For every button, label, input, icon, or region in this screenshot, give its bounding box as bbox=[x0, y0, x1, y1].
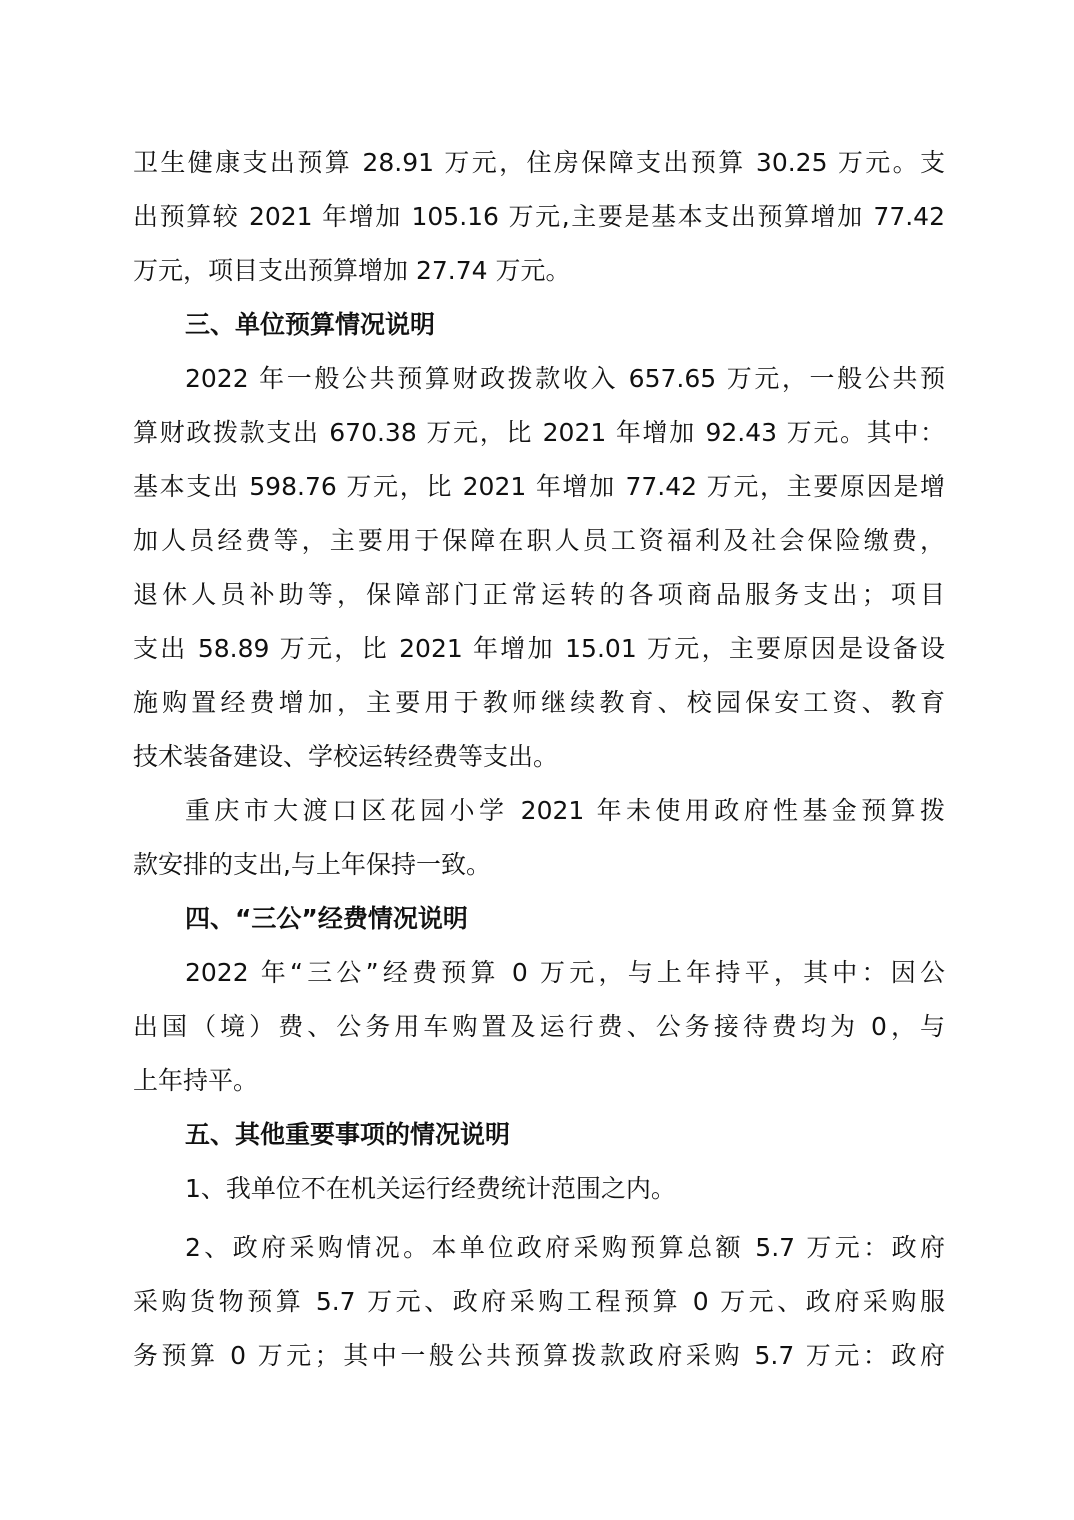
body-line: 支出 58.89 万元，比 2021 年增加 15.01 万元，主要原因是设备设 bbox=[133, 634, 945, 663]
body-line: 技术装备建设、学校运转经费等支出。 bbox=[133, 742, 559, 771]
body-line: 出国（境）费、公务用车购置及运行费、公务接待费均为 0，与 bbox=[133, 1012, 945, 1041]
body-line: 万元，项目支出预算增加 27.74 万元。 bbox=[133, 256, 571, 285]
document-page bbox=[133, 136, 945, 1383]
body-line: 重庆市大渡口区花园小学 2021 年未使用政府性基金预算拨 bbox=[185, 796, 945, 825]
body-line: 施购置经费增加，主要用于教师继续教育、校园保安工资、教育 bbox=[133, 688, 945, 717]
body-line: 务预算 0 万元；其中一般公共预算拨款政府采购 5.7 万元：政府 bbox=[133, 1341, 945, 1370]
body-line: 算财政拨款支出 670.38 万元，比 2021 年增加 92.43 万元。其中： bbox=[133, 418, 945, 447]
section-heading-3: 三、单位预算情况说明 bbox=[185, 310, 436, 339]
body-line: 款安排的支出,与上年保持一致。 bbox=[133, 850, 491, 879]
section-heading-5: 五、其他重要事项的情况说明 bbox=[185, 1120, 511, 1149]
body-line: 上年持平。 bbox=[133, 1066, 259, 1095]
body-line: 2022 年“三公”经费预算 0 万元，与上年持平，其中：因公 bbox=[185, 958, 945, 987]
body-line: 出预算较 2021 年增加 105.16 万元,主要是基本支出预算增加 77.42 bbox=[133, 202, 945, 231]
body-line: 1、我单位不在机关运行经费统计范围之内。 bbox=[185, 1174, 676, 1203]
body-line: 基本支出 598.76 万元，比 2021 年增加 77.42 万元，主要原因是增 bbox=[133, 472, 945, 501]
body-line: 2、政府采购情况。本单位政府采购预算总额 5.7 万元：政府 bbox=[185, 1233, 945, 1262]
body-line: 2022 年一般公共预算财政拨款收入 657.65 万元，一般公共预 bbox=[185, 364, 945, 393]
body-line: 加人员经费等，主要用于保障在职人员工资福利及社会保险缴费， bbox=[133, 526, 945, 555]
body-line: 采购货物预算 5.7 万元、政府采购工程预算 0 万元、政府采购服 bbox=[133, 1287, 945, 1316]
section-heading-4: 四、“三公”经费情况说明 bbox=[185, 904, 468, 933]
body-line: 退休人员补助等，保障部门正常运转的各项商品服务支出；项目 bbox=[133, 580, 945, 609]
body-line: 卫生健康支出预算 28.91 万元，住房保障支出预算 30.25 万元。支 bbox=[133, 148, 945, 177]
